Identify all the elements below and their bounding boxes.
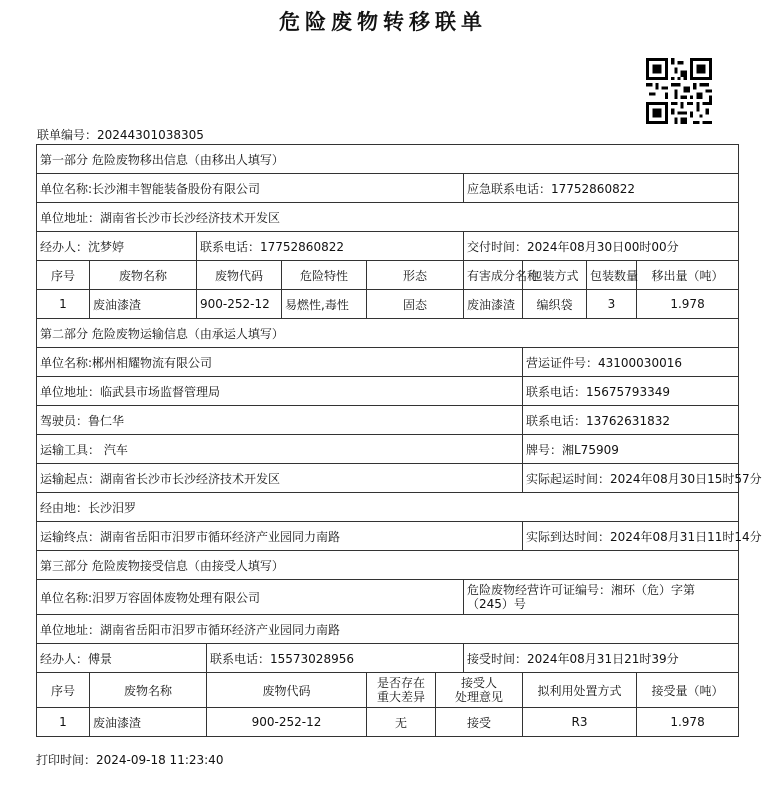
- print-time: 打印时间：2024-09-18 11:23:40: [36, 753, 224, 767]
- part1-address: 单位地址：湖南省长沙市长沙经济技术开发区: [37, 203, 739, 232]
- part2-section-row: [37, 319, 739, 348]
- part1-col-quantity: 包装数量: [587, 261, 637, 290]
- part1-data-row: [37, 290, 739, 319]
- part1-header-row: [37, 261, 739, 290]
- part1-section-row: [37, 145, 739, 174]
- part2-vehicle: 运输工具： 汽车: [37, 435, 523, 464]
- part2-address: 单位地址：临武县市场监督管理局: [37, 377, 523, 406]
- part3-col-code: 废物代码: [207, 673, 367, 708]
- part3-row-discrepancy: 无: [367, 708, 436, 737]
- part2-phone2: 联系电话：13762631832: [523, 406, 739, 435]
- part1-col-component: 有害成分名称: [464, 261, 523, 290]
- part2-via-row: [37, 493, 739, 522]
- qr-code-icon: [646, 58, 712, 124]
- part1-col-no: 序号: [37, 261, 90, 290]
- part2-license: 营运证件号：43100030016: [523, 348, 739, 377]
- part1-row-packaging: 编织袋: [523, 290, 587, 319]
- part3-data-row: [37, 708, 739, 737]
- part2-plate: 牌号：湘L75909: [523, 435, 739, 464]
- part3-row-method: R3: [523, 708, 637, 737]
- part2-via: 经由地：长沙汨罗: [37, 493, 739, 522]
- document-title: 危险废物转移联单: [279, 9, 487, 34]
- part2-origin-row: [37, 464, 739, 493]
- part2-address-row: [37, 377, 739, 406]
- part1-row-amount: 1.978: [637, 290, 739, 319]
- part1-section-title: 第一部分 危险废物移出信息（由移出人填写）: [37, 145, 739, 174]
- part3-section-row: [37, 551, 739, 580]
- part2-arrive-time: 实际到达时间：2024年08月31日11时14分: [523, 522, 739, 551]
- part1-handler: 经办人：沈梦婷: [37, 232, 197, 261]
- part2-unit-name: 单位名称:郴州相耀物流有限公司: [37, 348, 523, 377]
- part3-row-code: 900-252-12: [207, 708, 367, 737]
- part1-unit-row: [37, 174, 739, 203]
- part2-destination-row: [37, 522, 739, 551]
- part3-handler: 经办人：傅景: [37, 644, 207, 673]
- part2-driver-row: [37, 406, 739, 435]
- part3-col-opinion: 接受人 处理意见: [436, 673, 523, 708]
- part1-row-no: 1: [37, 290, 90, 319]
- part1-row-quantity: 3: [587, 290, 637, 319]
- part2-depart-time: 实际起运时间：2024年08月30日15时57分: [523, 464, 739, 493]
- part3-row-amount: 1.978: [637, 708, 739, 737]
- transfer-form-table: [36, 144, 762, 737]
- part1-col-name: 废物名称: [90, 261, 197, 290]
- part1-row-form: 固态: [367, 290, 464, 319]
- part2-vehicle-row: [37, 435, 739, 464]
- part3-col-name: 废物名称: [90, 673, 207, 708]
- part2-phone1: 联系电话：15675793349: [523, 377, 739, 406]
- part1-row-component: 废油漆渣: [464, 290, 523, 319]
- part1-emergency-phone: 应急联系电话：17752860822: [464, 174, 739, 203]
- part3-header-row: [37, 673, 739, 708]
- part1-handover-time: 交付时间：2024年08月30日00时00分: [464, 232, 739, 261]
- part3-section-title: 第三部分 危险废物接受信息（由接受人填写）: [37, 551, 739, 580]
- part2-driver: 驾驶员：鲁仁华: [37, 406, 523, 435]
- part1-col-hazard: 危险特性: [282, 261, 367, 290]
- part3-col-discrepancy: 是否存在 重大差异: [367, 673, 436, 708]
- part1-row-code: 900-252-12: [197, 290, 282, 319]
- part1-unit-name: 单位名称:长沙湘丰智能装备股份有限公司: [37, 174, 464, 203]
- part1-col-form: 形态: [367, 261, 464, 290]
- form-number: 联单编号：20244301038305: [37, 128, 204, 142]
- part3-col-amount: 接受量（吨）: [637, 673, 739, 708]
- part2-unit-row: [37, 348, 739, 377]
- part3-address-row: [37, 615, 739, 644]
- part2-destination: 运输终点：湖南省岳阳市汨罗市循环经济产业园同力南路: [37, 522, 523, 551]
- part3-col-no: 序号: [37, 673, 90, 708]
- part3-row-no: 1: [37, 708, 90, 737]
- part1-col-amount: 移出量（吨）: [637, 261, 739, 290]
- part1-row-hazard: 易燃性,毒性: [282, 290, 367, 319]
- part2-section-title: 第二部分 危险废物运输信息（由承运人填写）: [37, 319, 739, 348]
- part1-row-name: 废油漆渣: [90, 290, 197, 319]
- part1-col-packaging: 包装方式: [523, 261, 587, 290]
- part1-address-row: [37, 203, 739, 232]
- part3-permit: 危险废物经营许可证编号：湘环（危）字第（245）号: [464, 580, 739, 615]
- part1-col-code: 废物代码: [197, 261, 282, 290]
- part2-origin: 运输起点：湖南省长沙市长沙经济技术开发区: [37, 464, 523, 493]
- part3-row-opinion: 接受: [436, 708, 523, 737]
- part3-receive-time: 接受时间：2024年08月31日21时39分: [464, 644, 739, 673]
- part1-handler-row: [37, 232, 739, 261]
- part3-address: 单位地址：湖南省岳阳市汨罗市循环经济产业园同力南路: [37, 615, 739, 644]
- part3-phone: 联系电话：15573028956: [207, 644, 464, 673]
- part3-unit-row: [37, 580, 739, 615]
- part1-phone: 联系电话：17752860822: [197, 232, 464, 261]
- part3-col-method: 拟利用处置方式: [523, 673, 637, 708]
- part3-unit-name: 单位名称:汨罗万容固体废物处理有限公司: [37, 580, 464, 615]
- part3-handler-row: [37, 644, 739, 673]
- part3-row-name: 废油漆渣: [90, 708, 207, 737]
